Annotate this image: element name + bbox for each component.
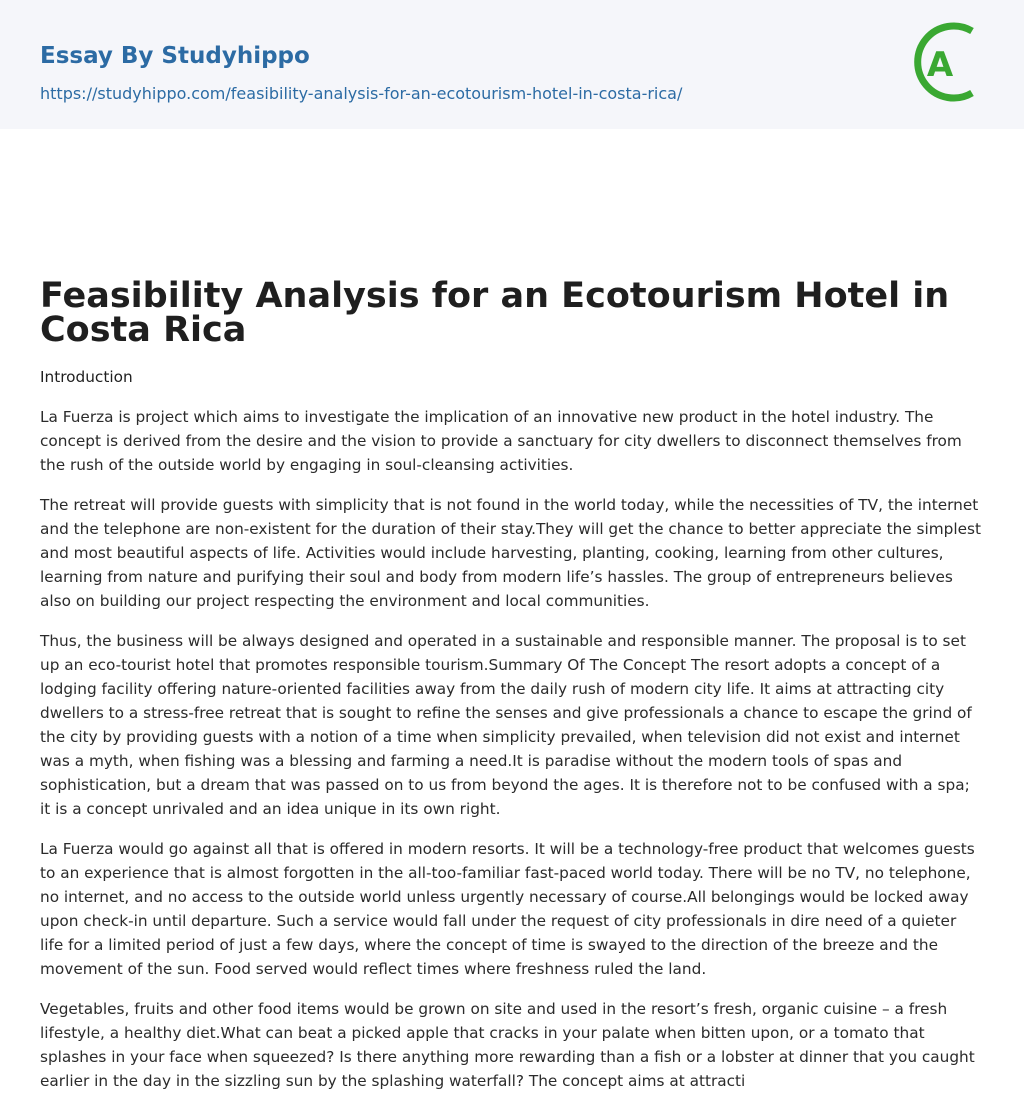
paragraph: The retreat will provide guests with simplicity that is not found in the world today, while the necessities of TV, the internet and the telephone are non-existent for the duration of their stay.They will get the chance to better appreciate the simplest and most beautiful aspects of life. Activities would include harvesting, planting, cooking, learning from other cultures, learning from nature and purifying their soul and body from modern life’s hassles. The group of entrepreneurs believes also on building our project respecting the environment and local communities. — [40, 496, 982, 610]
paragraph: Thus, the business will be always designed and operated in a sustainable and responsible manner. The proposal is to set up an eco-tourist hotel that promotes responsible tourism.Summary Of The Concept The resort adopts a concept of a lodging facility offering nature-oriented facilities away from the daily rush of modern city life. It aims at attracting city dwellers to a stress-free retreat that is sought to refine the senses and give professionals a chance to escape the grind of the city by providing guests with a notion of a time when simplicity prevailed, when television did not exist and internet was a myth, when fishing was a blessing and farming a need.It is paradise without the modern tools of spas and sophistication, but a dream that was passed on to us from beyond the ages. It is therefore not to be confused with a spa; it is a concept unrivaled and an idea unique in its own right. — [40, 632, 972, 818]
logo-letter: A — [926, 45, 954, 85]
paragraph: La Fuerza would go against all that is offered in modern resorts. It will be a technology-free product that welcomes guests to an experience that is almost forgotten in the all-too-familiar fast-paced world today. There will be no TV, no telephone, no internet, and no access to the outside world unless urgently necessary of course.All belongings would be locked away upon check-in until departure. Such a service would fall under the request of city professionals in dire need of a quieter life for a limited period of just a few days, where the concept of time is swayed to the direction of the breeze and the movement of the sun. Food served would reflect times where freshness ruled the land. — [40, 840, 975, 978]
site-header — [0, 0, 1024, 129]
studyhippo-logo-icon[interactable] — [912, 19, 986, 105]
source-url-link[interactable]: https://studyhippo.com/feasibility-analysis-for-an-ecotourism-hotel-in-costa-rica/ — [40, 84, 683, 103]
section-heading: Introduction — [40, 368, 133, 386]
article-content — [0, 129, 1024, 1093]
paragraph: Vegetables, fruits and other food items would be grown on site and used in the resort’s fresh, organic cuisine – a fresh lifestyle, a healthy diet.What can beat a picked apple that cracks in your palate when bitten upon, or a tomato that splashes in your face when squeezed? Is there anything more rewarding than a fish or a lobster at dinner that you caught earlier in the day in the sizzling sun by the splashing waterfall? The concept aims at attracti — [40, 1000, 975, 1090]
brand-title: Essay By Studyhippo — [40, 43, 310, 69]
page-title: Feasibility Analysis for an Ecotourism Hotel in Costa Rica — [40, 276, 950, 350]
paragraph: La Fuerza is project which aims to investigate the implication of an innovative new product in the hotel industry. The concept is derived from the desire and the vision to provide a sanctuary for city dwellers to disconnect themselves from the rush of the outside world by engaging in soul-cleansing activities. — [40, 408, 962, 474]
